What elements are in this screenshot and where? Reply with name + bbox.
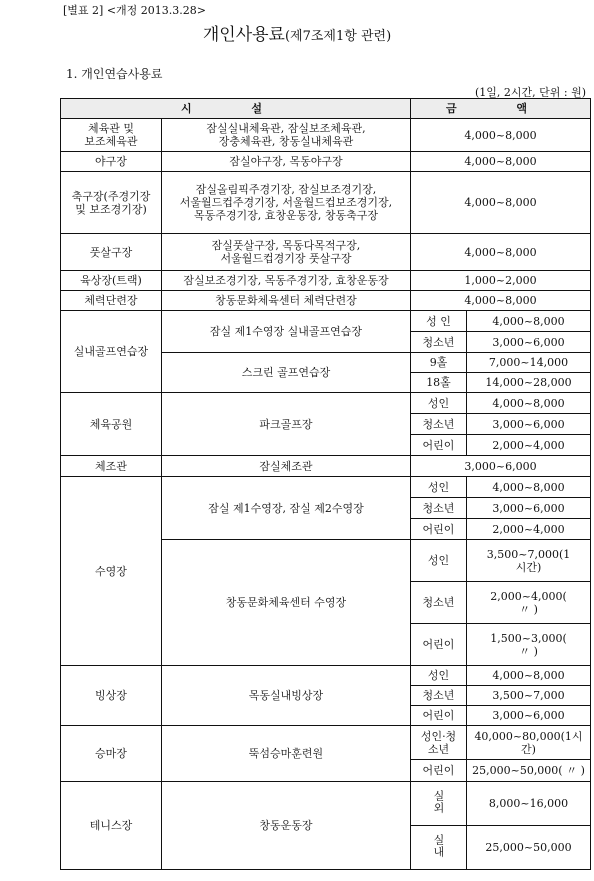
row-facility: 창동문화체육센터 수영장 [162,540,411,666]
row-category: 체력단련장 [61,291,162,311]
row-category: 빙상장 [61,666,162,726]
sub-amount: 4,000~8,000 [467,477,591,498]
table-row [61,234,591,271]
title-main: 개인사용료 [202,25,285,45]
sub-label: 청소년 [411,332,467,353]
appendix-tag: [별표 2] [63,4,104,17]
sub-amount: 25,000~50,000( 〃 ) [467,760,591,782]
table-row [61,782,591,826]
row-category: 체육관 및 보조체육관 [61,119,162,152]
revision-note: <개정 2013.3.28> [106,4,207,17]
sub-amount: 40,000~80,000(1시간) [467,726,591,760]
sub-amount: 3,500~7,000(1 시간) [467,540,591,582]
sub-amount: 8,000~16,000 [467,782,591,826]
sub-amount: 4,000~8,000 [467,311,591,332]
title-sub: (제7조제1항 관련) [284,29,392,44]
row-amount: 1,000~2,000 [411,271,591,291]
row-category: 테니스장 [61,782,162,870]
sub-label: 9홀 [411,353,467,373]
unit-note: (1일, 2시간, 단위 : 원) [474,86,586,99]
row-amount: 4,000~8,000 [411,119,591,152]
sub-label-vertical [411,826,467,870]
row-amount: 4,000~8,000 [411,152,591,172]
sub-amount: 3,000~6,000 [467,498,591,519]
table-header-row [61,99,591,119]
table-row [61,152,591,172]
sub-label: 어린이 [411,624,467,666]
row-facility: 잠실올림픽주경기장, 잠실보조경기장, 서울월드컵주경기장, 서울월드컵보조경기장, 목동주경기장, 효창운동장, 창동축구장 [162,172,411,234]
table-row [61,393,591,414]
sub-label-vertical [411,782,467,826]
sub-label: 청소년 [411,582,467,624]
sub-amount: 3,000~6,000 [467,706,591,726]
row-facility: 잠실야구장, 목동야구장 [162,152,411,172]
row-amount: 4,000~8,000 [411,234,591,271]
sub-amount: 25,000~50,000 [467,826,591,870]
sub-label: 어린이 [411,435,467,456]
sub-label: 18홀 [411,373,467,393]
row-category: 야구장 [61,152,162,172]
row-category: 체육공원 [61,393,162,456]
sub-label: 청소년 [411,498,467,519]
table-row [61,311,591,332]
sub-label: 실내 [432,834,445,858]
sub-label: 성인·청 소년 [411,726,467,760]
sub-label: 실외 [432,790,445,814]
sub-label: 어린이 [411,519,467,540]
row-amount: 3,000~6,000 [411,456,591,477]
row-facility: 창동운동장 [162,782,411,870]
row-facility: 뚝섬승마훈련원 [162,726,411,782]
table-row [61,271,591,291]
table-row [61,172,591,234]
fee-table [60,98,591,870]
row-category: 풋살구장 [61,234,162,271]
row-facility: 잠실 제1수영장 실내골프연습장 [162,311,411,353]
sub-amount: 3,500~7,000 [467,686,591,706]
sub-amount: 4,000~8,000 [467,393,591,414]
sub-amount: 2,000~4,000 [467,519,591,540]
sub-label: 청소년 [411,686,467,706]
header-line [63,2,206,18]
sub-label: 성 인 [411,311,467,332]
row-category: 축구장(주경기장 및 보조경기장) [61,172,162,234]
table-row [61,119,591,152]
row-facility: 잠실보조경기장, 목동주경기장, 효창운동장 [162,271,411,291]
row-facility: 잠실풋살구장, 목동다목적구장, 서울월드컵경기장 풋살구장 [162,234,411,271]
sub-amount: 2,000~4,000( 〃 ) [467,582,591,624]
row-facility: 스크린 골프연습장 [162,353,411,393]
section-title: 1. 개인연습사용료 [66,67,163,81]
row-category: 육상장(트랙) [61,271,162,291]
sub-amount: 14,000~28,000 [467,373,591,393]
header-amount: 금 액 [411,99,591,119]
row-category: 실내골프연습장 [61,311,162,393]
sub-amount: 7,000~14,000 [467,353,591,373]
table-row [61,726,591,760]
row-amount: 4,000~8,000 [411,172,591,234]
table-row [61,291,591,311]
row-category: 수영장 [61,477,162,666]
sub-amount: 4,000~8,000 [467,666,591,686]
sub-amount: 1,500~3,000( 〃 ) [467,624,591,666]
table-row [61,666,591,686]
row-category: 승마장 [61,726,162,782]
sub-amount: 2,000~4,000 [467,435,591,456]
sub-label: 어린이 [411,706,467,726]
sub-label: 성인 [411,477,467,498]
row-facility: 잠실실내체육관, 잠실보조체육관, 장충체육관, 창동실내체육관 [162,119,411,152]
header-facility: 시 설 [61,99,411,119]
row-category: 체조관 [61,456,162,477]
sub-label: 성인 [411,666,467,686]
sub-amount: 3,000~6,000 [467,332,591,353]
document-title [0,20,594,45]
table-row [61,456,591,477]
sub-label: 성인 [411,393,467,414]
row-facility: 목동실내빙상장 [162,666,411,726]
row-amount: 4,000~8,000 [411,291,591,311]
sub-label: 청소년 [411,414,467,435]
sub-amount: 3,000~6,000 [467,414,591,435]
sub-label: 성인 [411,540,467,582]
row-facility: 파크골프장 [162,393,411,456]
row-facility: 잠실체조관 [162,456,411,477]
row-facility: 창동문화체육센터 체력단련장 [162,291,411,311]
table-row [61,477,591,498]
sub-label: 어린이 [411,760,467,782]
row-facility: 잠실 제1수영장, 잠실 제2수영장 [162,477,411,540]
